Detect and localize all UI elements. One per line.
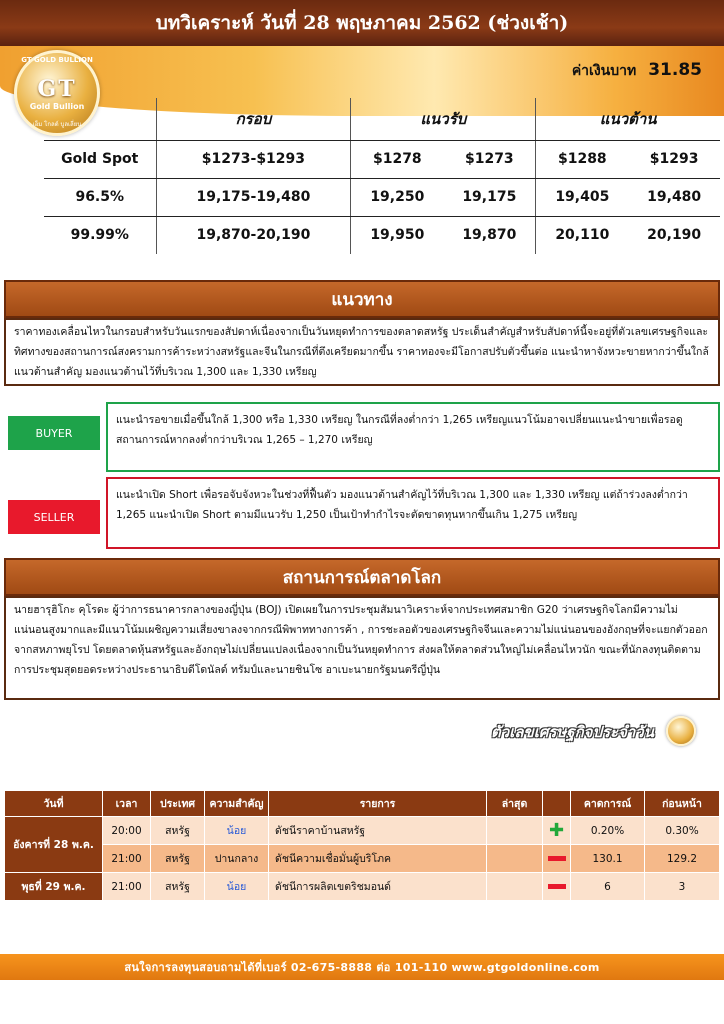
logo-mark: GT	[37, 75, 77, 102]
previous-cell: 129.2	[645, 845, 720, 873]
world-market-title: สถานการณ์ตลาดโลก	[282, 567, 442, 588]
minus-icon	[548, 856, 566, 861]
country-cell: สหรัฐ	[151, 873, 205, 901]
col-latest: ล่าสุด	[487, 791, 543, 817]
col-previous: ก่อนหน้า	[645, 791, 720, 817]
range-cell: 19,175-19,480	[156, 178, 351, 216]
country-cell: สหรัฐ	[151, 817, 205, 845]
resistance-2-cell: 20,190	[647, 227, 702, 244]
item-cell: ดัชนีความเชื่อมั่นผู้บริโภค	[269, 845, 487, 873]
range-cell: $1273-$1293	[156, 140, 351, 178]
direction-cell	[543, 845, 571, 873]
table-row	[44, 140, 720, 178]
seller-tag: SELLER	[8, 500, 100, 534]
time-cell: 20:00	[103, 817, 151, 845]
col-direction	[543, 791, 571, 817]
previous-cell: 0.30%	[645, 817, 720, 845]
table-row	[44, 178, 720, 216]
buyer-tag: BUYER	[8, 416, 100, 450]
guidance-body: ราคาทองเคลื่อนไหวในกรอบสำหรับวันแรกของสัปดาห์เนื่องจากเป็นวันหยุดทำการของตลาดสหรัฐ ประเด็นสำคัญสำหรับสัปดาห์นี้จะอยู่ที่ตัวเลขเศรษฐกิจและทิศทางของสถานการณ์สงครามการค้าระหว่างสหรัฐและจีนในกรณีที่ตึงเครียดมากขึ้น ราคาทองจะมีโอกาสปรับตัวขึ้นต่อ แนะนำหาจังหวะขายหากว่าขึ้นใกล้แนวต้านสำคัญ มองแนวต้านไว้ที่บริเวณ 1,300 และ 1,330 เหรียญ	[4, 318, 720, 386]
day-cell: พุธที่ 29 พ.ค.	[5, 873, 103, 901]
country-cell: สหรัฐ	[151, 845, 205, 873]
seller-advice: แนะนำเปิด Short เพื่อรอจับจังหวะในช่วงที่ฟื้นตัว มองแนวต้านสำคัญไว้ที่บริเวณ 1,300 และ 1,330 เหรียญ แต่ถ้าร่วงลงต่ำกว่า 1,265 แนะนำเปิด Short ตามมีแนวรับ 1,250 เป็นเป้าทำกำไรจะตัดขาดทุนหากขึ้นเกิน 1,275 เหรียญ	[106, 477, 720, 549]
header-range: กรอบ	[156, 98, 351, 140]
item-cell: ดัชนีการผลิตเขตริชมอนด์	[269, 873, 487, 901]
resistance-1-cell: $1288	[536, 140, 629, 178]
resistance-1-cell: 19,405	[536, 178, 629, 216]
exchange-rate-value: 31.85	[648, 60, 702, 80]
previous-cell: 3	[645, 873, 720, 901]
support-1-cell: 19,950	[351, 216, 444, 254]
contact-footer	[0, 954, 724, 980]
table-row	[5, 845, 720, 873]
exchange-rate-label: ค่าเงินบาท	[571, 63, 637, 79]
direction-cell	[543, 817, 571, 845]
col-country: ประเทศ	[151, 791, 205, 817]
time-cell: 21:00	[103, 845, 151, 873]
world-market-body: นายฮารุฮิโกะ คุโรดะ ผู้ว่าการธนาคารกลางของญี่ปุ่น (BOJ) เปิดเผยในการประชุมสัมนาวิเคราะห์จากประเทศสมาชิก G20 ว่าเศรษฐกิจโลกมีความไม่แน่นอนสูงมากและมีแนวโน้มเผชิญความเสี่ยงขาลงจากกรณีพิพาททางการค้า , การชะลอตัวของเศรษฐกิจจีนและความไม่แน่นอนของอังกฤษที่จะแยกตัวออกจากสหภาพยุโรป โดยตลาดหุ้นสหรัฐและอังกฤษไม่เปลี่ยนแปลงเนื่องจากเป็นวันหยุดทำการ ส่งผลให้ตลาดส่วนใหญ่ไม่เคลื่อนไหวนัก ขณะที่นักลงทุนติดตามการประชุมสุดยอดระหว่างประธานาธิบดีโดนัลด์ ทรัมป์และนายชินโซ อาเบะนายกรัฐมนตรีญี่ปุ่น	[4, 596, 720, 700]
latest-cell	[487, 873, 543, 901]
col-forecast: คาดการณ์	[571, 791, 645, 817]
page-title-banner	[0, 0, 724, 46]
plus-icon: ✚	[548, 820, 565, 841]
support-1-cell: $1278	[351, 140, 444, 178]
importance-cell: น้อย	[205, 873, 269, 901]
row-label: Gold Spot	[44, 140, 156, 178]
logo-top-text: GT GOLD BULLION	[21, 56, 93, 64]
col-time: เวลา	[103, 791, 151, 817]
page-title: บทวิเคราะห์ วันที่ 28 พฤษภาคม 2562 (ช่วงเช้า)	[155, 12, 569, 34]
importance-cell: ปานกลาง	[205, 845, 269, 873]
support-2-cell: 19,175	[443, 178, 536, 216]
support-1-cell: 19,250	[351, 178, 444, 216]
guidance-title: แนวทาง	[331, 289, 393, 310]
importance-cell: น้อย	[205, 817, 269, 845]
table-row	[44, 216, 720, 254]
row-label: 96.5%	[44, 178, 156, 216]
resistance-2-cell: $1293	[628, 140, 720, 178]
econ-calendar-title: ตัวเลขเศรษฐกิจประจำวัน	[490, 723, 654, 741]
latest-cell	[487, 845, 543, 873]
small-logo-icon	[666, 716, 696, 746]
table-row	[5, 817, 720, 845]
minus-icon	[548, 884, 566, 889]
guidance-header	[4, 280, 720, 318]
time-cell: 21:00	[103, 873, 151, 901]
day-cell: อังคารที่ 28 พ.ค.	[5, 817, 103, 873]
contact-text: สนใจการลงทุนสอบถามได้ที่เบอร์ 02-675-8888 ต่อ 101-110 www.gtgoldonline.com	[124, 961, 600, 974]
support-2-cell: 19,870	[462, 227, 517, 244]
row-label: 99.99%	[70, 227, 129, 244]
col-item: รายการ	[269, 791, 487, 817]
world-market-header	[4, 558, 720, 596]
forecast-cell: 130.1	[571, 845, 645, 873]
resistance-2-cell: 19,480	[628, 178, 720, 216]
buyer-advice: แนะนำรอขายเมื่อขึ้นใกล้ 1,300 หรือ 1,330 เหรียญ ในกรณีที่ลงต่ำกว่า 1,265 เหรียญแนวโน้มอาจเปลี่ยนแนะนำขายเพื่อรอดูสถานการณ์หากลงต่ำกว่าบริเวณ 1,265 – 1,270 เหรียญ	[106, 402, 720, 472]
price-levels-table	[44, 98, 720, 254]
col-date: วันที่	[5, 791, 103, 817]
support-2-cell: $1273	[443, 140, 536, 178]
resistance-1-cell: 20,110	[536, 216, 629, 254]
item-cell: ดัชนีราคาบ้านสหรัฐ	[269, 817, 487, 845]
logo-bottom-text: เอ็ม โกลด์ บูลเลี่ยน	[32, 121, 82, 128]
header-support: แนวรับ	[351, 98, 536, 140]
latest-cell	[487, 817, 543, 845]
exchange-rate	[572, 60, 702, 82]
table-row	[5, 873, 720, 901]
header-resistance: แนวต้าน	[536, 98, 720, 140]
logo-subtitle: Gold Bullion	[29, 101, 85, 111]
forecast-cell: 6	[571, 873, 645, 901]
direction-cell	[543, 873, 571, 901]
forecast-cell: 0.20%	[571, 817, 645, 845]
econ-calendar-table	[4, 790, 720, 901]
range-cell: 19,870-20,190	[156, 216, 351, 254]
col-importance: ความสำคัญ	[205, 791, 269, 817]
